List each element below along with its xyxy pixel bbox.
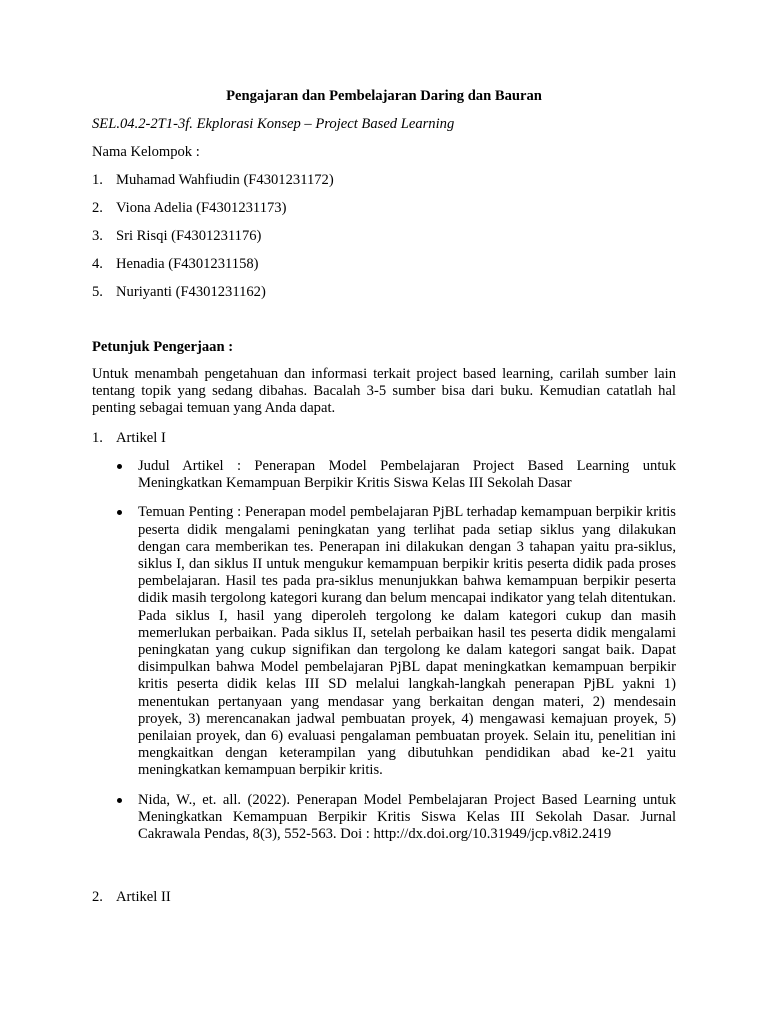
article-label: Artikel I xyxy=(116,430,166,446)
member-number: 3. xyxy=(92,227,103,244)
bullet-text: Temuan Penting : Penerapan model pembelajaran PjBL terhadap kemampuan berpikir kritis peserta didik mengalami peningkatan yang terlihat pada setiap siklus yang dilakukan dengan cara memberikan tes. Penerapan ini dilakukan dengan 3 tahapan yaitu pra-siklus, siklus I, dan siklus II untuk mengukur kemampuan berpikir kritis peserta didik pada proses pembelajaran. Hasil tes pada pra-siklus menunjukkan bahwa kemampuan berpikir peserta didik masih tergolong kategori kurang dan belum mencapai indikator yang telah ditentukan. Pada siklus I, hasil yang diperoleh tergolong ke dalam kategori cukup dan masih memerlukan perbaikan. Pada siklus II, setelah perbaikan hasil tes peserta didik mengalami peningkatan yang cukup signifikan dan tergolong ke dalam kategori sangat baik. Dapat disimpulkan bahwa Model pembelajaran PjBL dapat meningkatkan kemampuan berpikir kritis peserta didik kelas III SD melalui langkah-langkah penerapan PjBL yakni 1) menentukan pertanyaan yang mendasar yang berkaitan dengan materi, 2) mendesain proyek, 3) merencanakan jadwal pembuatan proyek, 4) mengawasi kemajuan proyek, 5) penilaian proyek, dan 6) evaluasi pengalaman pembuatan proyek. Selain itu, penelitian ini mengkaitkan dengan keterampilan yang dibutuhkan pendidikan abad ke-21 yaitu meningkatkan kemampuan berpikir kritis. xyxy=(138,504,676,779)
article-number: 2. xyxy=(92,889,103,905)
article-bullet-list xyxy=(116,458,676,843)
bullet-text: Nida, W., et. all. (2022). Penerapan Model Pembelajaran Project Based Learning untuk Meningkatkan Kemampuan Berpikir Kritis Siswa Kelas III Sekolah Dasar. Jurnal Cakrawala Pendas, 8(3), 552-563. Doi : http://dx.doi.org/10.31949/jcp.v8i2.2419 xyxy=(138,791,676,843)
article-number: 1. xyxy=(92,430,103,446)
member-list xyxy=(92,172,334,311)
document-subtitle: SEL.04.2-2T1-3f. Ekplorasi Konsep – Project Based Learning xyxy=(92,116,455,132)
member-name: Nuriyanti (F4301231162) xyxy=(116,283,266,300)
reference-bullet xyxy=(116,792,676,844)
member-name: Henadia (F4301231158) xyxy=(116,255,259,272)
bullet-text: Judul Artikel : Penerapan Model Pembelajaran Project Based Learning untuk Meningkatkan Kemampuan Berpikir Kritis Siswa Kelas III Sekolah Dasar xyxy=(138,458,676,492)
document-title: Pengajaran dan Pembelajaran Daring dan Bauran xyxy=(226,88,542,104)
group-label: Nama Kelompok : xyxy=(92,144,200,160)
member-number: 1. xyxy=(92,172,103,188)
article-heading xyxy=(92,889,171,906)
member-number: 2. xyxy=(92,199,103,216)
member-name: Viona Adelia (F4301231173) xyxy=(116,199,287,216)
article-label: Artikel II xyxy=(116,889,171,905)
member-item xyxy=(92,172,334,200)
bullet-dot xyxy=(117,464,122,469)
member-item xyxy=(92,200,334,228)
article-heading xyxy=(92,430,166,447)
article-title-bullet xyxy=(116,458,676,492)
member-item xyxy=(92,284,334,312)
member-number: 4. xyxy=(92,255,103,272)
bullet-dot xyxy=(117,510,122,515)
instructions-paragraph: Untuk menambah pengetahuan dan informasi terkait project based learning, carilah sumber lain tentang topik yang sedang dibahas. Bacalah 3-5 sumber bisa dari buku. Kemudian catatlah hal penting sebagai temuan yang Anda dapat. xyxy=(92,366,676,417)
instructions-heading: Petunjuk Pengerjaan : xyxy=(92,339,234,355)
member-number: 5. xyxy=(92,283,103,300)
key-findings-bullet xyxy=(116,504,676,779)
member-name: Sri Risqi (F4301231176) xyxy=(116,227,262,244)
member-item xyxy=(92,228,334,256)
bullet-dot xyxy=(117,798,122,803)
member-item xyxy=(92,256,334,284)
member-name: Muhamad Wahfiudin (F4301231172) xyxy=(116,172,334,188)
